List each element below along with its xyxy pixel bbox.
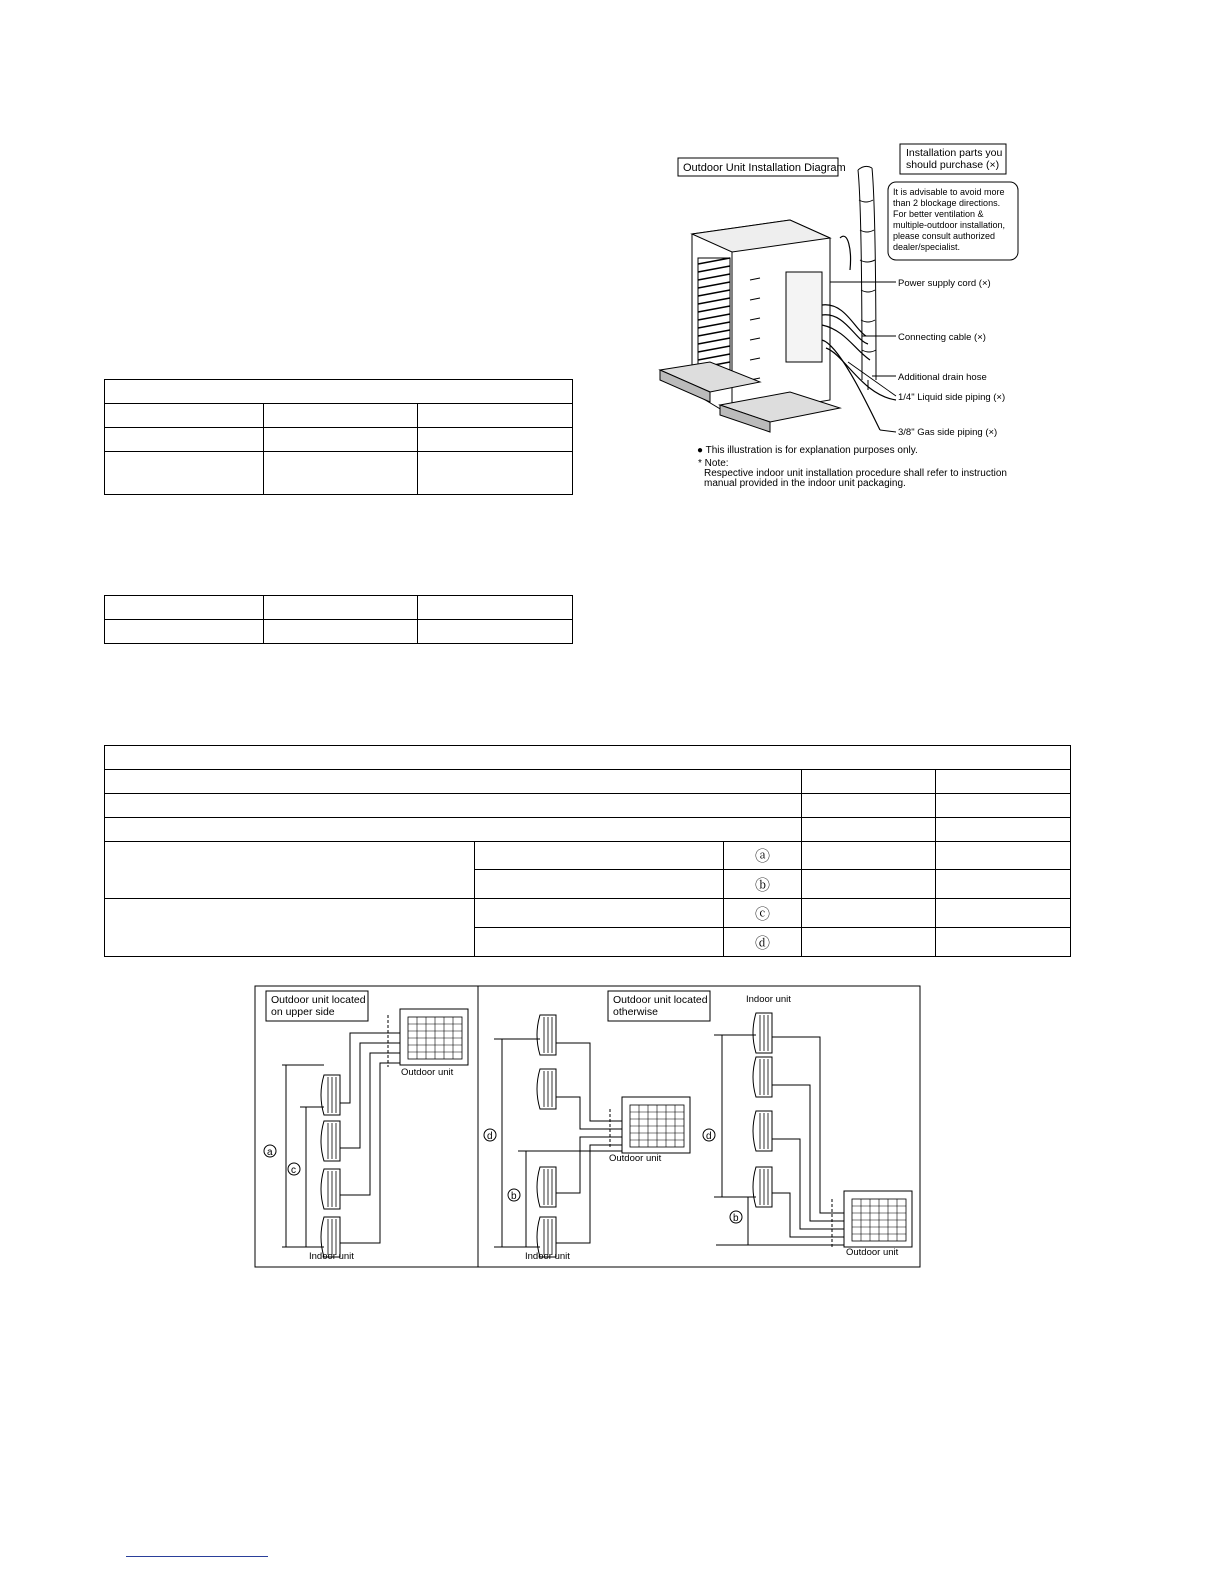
table-row: [105, 899, 1071, 928]
table-cell: [936, 842, 1071, 870]
table-cell: [105, 818, 802, 842]
table-cell: [105, 404, 264, 428]
marker-d-cell: ⓓ: [724, 928, 802, 957]
table-cell: [264, 428, 418, 452]
marker-b-label-middle: b: [511, 1191, 517, 1202]
indoor-unit-r2: [753, 1057, 772, 1097]
indoor-unit-m2: [537, 1069, 556, 1109]
table-row: [105, 452, 573, 495]
callout-gas-piping: 3/8" Gas side piping (×): [898, 427, 998, 438]
advice-line-1: It is advisable to avoid more: [893, 187, 1005, 197]
marker-b-cell: ⓑ: [724, 870, 802, 899]
table-cell: [936, 818, 1071, 842]
table-cell: [264, 404, 418, 428]
table-cell: [802, 899, 936, 928]
indoor-unit-label-left: Indoor unit: [309, 1251, 354, 1262]
marker-a-label: a: [267, 1147, 273, 1158]
table-cell: [802, 818, 936, 842]
table-cell: [936, 794, 1071, 818]
pipe-sleeve: [858, 166, 876, 390]
table-row: [105, 428, 573, 452]
table-1-header-cell: [105, 380, 573, 404]
indoor-unit-m3: [537, 1167, 556, 1207]
advice-line-6: dealer/specialist.: [893, 242, 961, 252]
table-cell: [105, 596, 264, 620]
illustration-note: ● This illustration is for explanation purposes only.: [697, 445, 918, 456]
advice-line-5: please consult authorized: [893, 231, 996, 241]
table-row: [105, 596, 573, 620]
indoor-unit-1: [321, 1075, 340, 1115]
footer-link-underline: [126, 1556, 268, 1557]
table-cell: [802, 842, 936, 870]
note-heading: * Note:: [698, 458, 729, 469]
table-cell: [418, 428, 573, 452]
table-cell: [802, 928, 936, 957]
outdoor-unit-illustration: [660, 220, 840, 432]
table-cell: [802, 870, 936, 899]
table-cell: [936, 899, 1071, 928]
table-cell: [418, 452, 573, 495]
purchase-line-1: Installation parts you: [906, 147, 1003, 159]
callout-liquid-piping: 1/4" Liquid side piping (×): [898, 392, 1006, 403]
table-cell: [105, 794, 802, 818]
table-cell: [936, 928, 1071, 957]
outdoor-unit-upper: [400, 1009, 468, 1065]
callout-power-cord: Power supply cord (×): [898, 278, 991, 289]
table-cell: [802, 770, 936, 794]
table-header-row: [105, 746, 1071, 770]
outdoor-unit-lower: [844, 1191, 912, 1247]
table-1-header-row: [105, 380, 573, 404]
note-line-2: manual provided in the indoor unit packaging.: [704, 478, 906, 489]
table-row: [105, 842, 1071, 870]
table-2: [104, 595, 573, 644]
marker-b-label-right: b: [733, 1213, 739, 1224]
indoor-unit-m1: [537, 1015, 556, 1055]
purchase-line-2: should purchase (×): [906, 159, 1000, 171]
marker-d-label-middle: d: [487, 1131, 493, 1142]
table-cell: [418, 404, 573, 428]
table-row: [105, 404, 573, 428]
table-cell: [936, 770, 1071, 794]
table-cell: [936, 870, 1071, 899]
table-cell: [475, 899, 724, 928]
table-cell: [418, 596, 573, 620]
indoor-unit-r4: [753, 1167, 772, 1207]
table-1: [104, 379, 573, 495]
right-panel-title-line-1: Outdoor unit located: [613, 994, 708, 1006]
table-cell: [105, 899, 475, 957]
outdoor-unit-installation-diagram: [640, 130, 1060, 500]
advice-line-3: For better ventilation &: [893, 209, 984, 219]
left-panel-title-line-2: on upper side: [271, 1006, 335, 1018]
piping-height-diagram: [254, 985, 922, 1269]
table-cell: [105, 620, 264, 644]
table-row: [105, 818, 1071, 842]
table-cell: [475, 870, 724, 899]
table-cell: [105, 770, 802, 794]
table-row: [105, 770, 1071, 794]
table-cell: [475, 928, 724, 957]
indoor-unit-label-right: Indoor unit: [746, 994, 791, 1005]
table-cell: [264, 596, 418, 620]
indoor-unit-label-middle: Indoor unit: [525, 1251, 570, 1262]
marker-c-label: c: [291, 1165, 296, 1176]
table-cell: [264, 452, 418, 495]
indoor-unit-r3: [753, 1111, 772, 1151]
marker-c-cell: ⓒ: [724, 899, 802, 928]
outdoor-unit-middle: [622, 1097, 690, 1153]
table-header-cell: [105, 746, 1071, 770]
table-row: [105, 794, 1071, 818]
callout-drain-hose: Additional drain hose: [898, 372, 987, 383]
marker-a-cell: ⓐ: [724, 842, 802, 870]
indoor-unit-3: [321, 1169, 340, 1209]
table-cell: [105, 842, 475, 899]
table-row: [105, 620, 573, 644]
table-cell: [264, 620, 418, 644]
right-panel-title-line-2: otherwise: [613, 1006, 658, 1018]
indoor-unit-2: [321, 1121, 340, 1161]
table-cell: [418, 620, 573, 644]
advice-line-2: than 2 blockage directions.: [893, 198, 1001, 208]
connection-pipes: [822, 236, 896, 430]
outdoor-unit-label-right: Outdoor unit: [846, 1247, 899, 1258]
table-cell: [802, 794, 936, 818]
piping-height-table: [104, 745, 1071, 957]
note-line-1: Respective indoor unit installation procedure shall refer to instruction: [704, 468, 1007, 479]
left-panel-title-line-1: Outdoor unit located: [271, 994, 366, 1006]
table-cell: [105, 428, 264, 452]
callout-connecting-cable: Connecting cable (×): [898, 332, 986, 343]
advice-line-4: multiple-outdoor installation,: [893, 220, 1006, 230]
indoor-unit-r1: [753, 1013, 772, 1053]
outdoor-unit-label-left: Outdoor unit: [401, 1067, 454, 1078]
marker-d-label-right: d: [706, 1131, 712, 1142]
outdoor-unit-label-middle: Outdoor unit: [609, 1153, 662, 1164]
table-cell: [105, 452, 264, 495]
install-diagram-title: Outdoor Unit Installation Diagram: [683, 162, 846, 174]
table-cell: [475, 842, 724, 870]
